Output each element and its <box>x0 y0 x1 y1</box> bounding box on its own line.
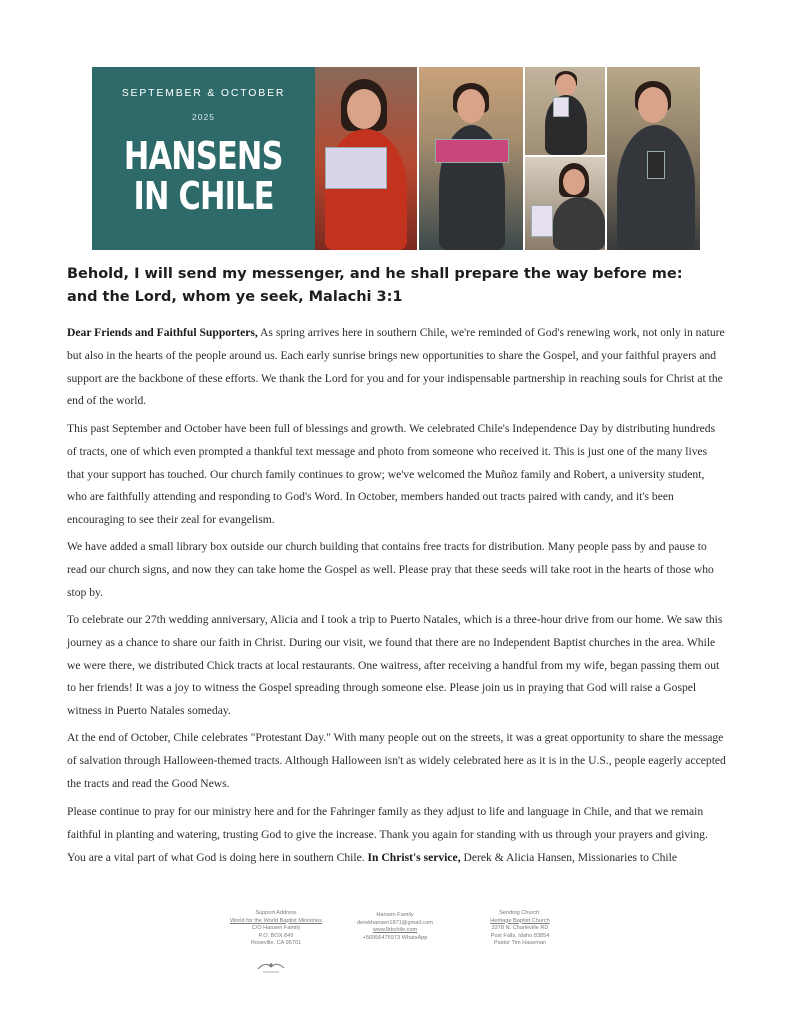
support-line-3: Roseville, CA 95761 <box>250 940 302 947</box>
family-phone: +56956475973 WhatsApp <box>362 934 428 941</box>
church-heading: Sending Church: <box>499 910 541 916</box>
banner-photo-collage <box>315 67 700 250</box>
support-org-link[interactable]: World for the World Baptist Ministries <box>230 917 322 924</box>
photo-woman-with-tracts <box>525 157 605 250</box>
letter-closing: In Christ's service, <box>367 850 461 864</box>
letter-paragraph-1-text: As spring arrives here in southern Chile, we're reminded of God's renewing work, not only in nature but also in the hearts of the people around us. Each early sunrise brings new opportunities to share the Gospel, and your faithful prayers and support are the backbone of these efforts. We thank the Lord for you and for your indispensable partnership in reaching souls for Christ at the end of the world. <box>67 326 725 408</box>
photo-man-with-glasses <box>607 67 700 250</box>
newsletter-banner <box>92 67 700 250</box>
ministry-logo-icon <box>255 957 287 977</box>
family-website-link[interactable]: www.lbbchile.com <box>372 927 418 934</box>
church-name-link[interactable]: Heritage Baptist Church <box>490 917 550 924</box>
family-email[interactable]: derekhansen1871@gmail.com <box>357 919 433 926</box>
letter-paragraph-4: To celebrate our 27th wedding anniversary, Alicia and I took a trip to Puerto Natales, which is a three-hour drive from our home. We saw this journey as a chance to share our faith in Christ. During our visit, we found that there are no Independent Baptist churches in the area. While we were there, we distributed Chick tracts at local restaurants. One waitress, after receiving a handful from my wife, began passing them out to her friends! It was a joy to witness the Gospel spreading through someone else. Please join us in praying that God will raise a Gospel witness in Puerto Natales someday. <box>67 613 723 718</box>
footer-family-contact <box>340 912 450 942</box>
banner-title-line-2: IN CHILE <box>133 174 274 218</box>
letter-paragraph-5: At the end of October, Chile celebrates "Protestant Day." With many people out on the streets, it was a great opportunity to share the message of salvation through Halloween-themed tracts. Although Halloween isn't as widely celebrated here as it is in the U.S., people eagerly accepted the tracts and read the Good News. <box>67 731 726 790</box>
church-pastor: Pastor Tim Haseman <box>493 940 547 947</box>
photo-woman-with-tract <box>315 67 417 250</box>
letter-paragraph-6 <box>67 801 727 869</box>
photo-young-man-with-tracts <box>419 67 523 250</box>
scripture-verse: Behold, I will send my messenger, and he shall prepare the way before me: and the Lord, whom ye seek, Malachi 3:1 <box>67 266 683 305</box>
support-line-1: C/O Hansen Family <box>251 925 301 932</box>
letter-paragraph-6-text: Please continue to pray for our ministry here and for the Fahringer family as they adjust to life and language in Chile, and that we remain faithful in planting and watering, trusting God to give the increase. Thank you again for standing with us through your prayers and giving. You are a vital part of what God is doing here in southern Chile. <box>67 805 708 864</box>
church-line-2: Post Falls, Idaho 83854 <box>490 932 550 939</box>
family-heading: Hansen Family <box>376 912 414 918</box>
footer-support-address <box>218 910 334 948</box>
banner-title-panel <box>92 67 315 250</box>
church-line-1: 3378 N. Charleville RD <box>491 925 549 932</box>
letter-paragraph-1 <box>67 322 727 413</box>
support-heading: Support Address <box>255 910 297 916</box>
letter-signature: Derek & Alicia Hansen, Missionaries to Chile <box>460 850 677 864</box>
banner-title-line-1: HANSENS <box>124 134 283 178</box>
letter-paragraph-2: This past September and October have been full of blessings and growth. We celebrated Chile's Independence Day by distributing hundreds of tracts, one of which even prompted a thankful text message and photo from someone who received it. This is just one of the many lives that your support has touched. Our church family continues to grow; we've welcomed the Muñoz family and Robert, a university student, who are faithfully attending and responding to God's Word. In October, members handed out tracts paired with candy, and it's been encouraging to see their zeal for evangelism. <box>67 422 716 527</box>
letter-greeting: Dear Friends and Faithful Supporters, <box>67 326 258 339</box>
photo-man-with-tract <box>525 67 605 155</box>
banner-year: 2025 <box>192 112 215 122</box>
banner-months: SEPTEMBER & OCTOBER <box>121 87 286 99</box>
support-line-2: P.O. BOX 849 <box>258 932 294 939</box>
letter-paragraph-3: We have added a small library box outside our church building that contains free tracts for distribution. Many people pass by and pause to read our church signs, and now they can take home the Gospel as well. Please pray that these seeds will take root in the hearts of those who stop by. <box>67 540 714 599</box>
footer-sending-church <box>470 910 570 948</box>
